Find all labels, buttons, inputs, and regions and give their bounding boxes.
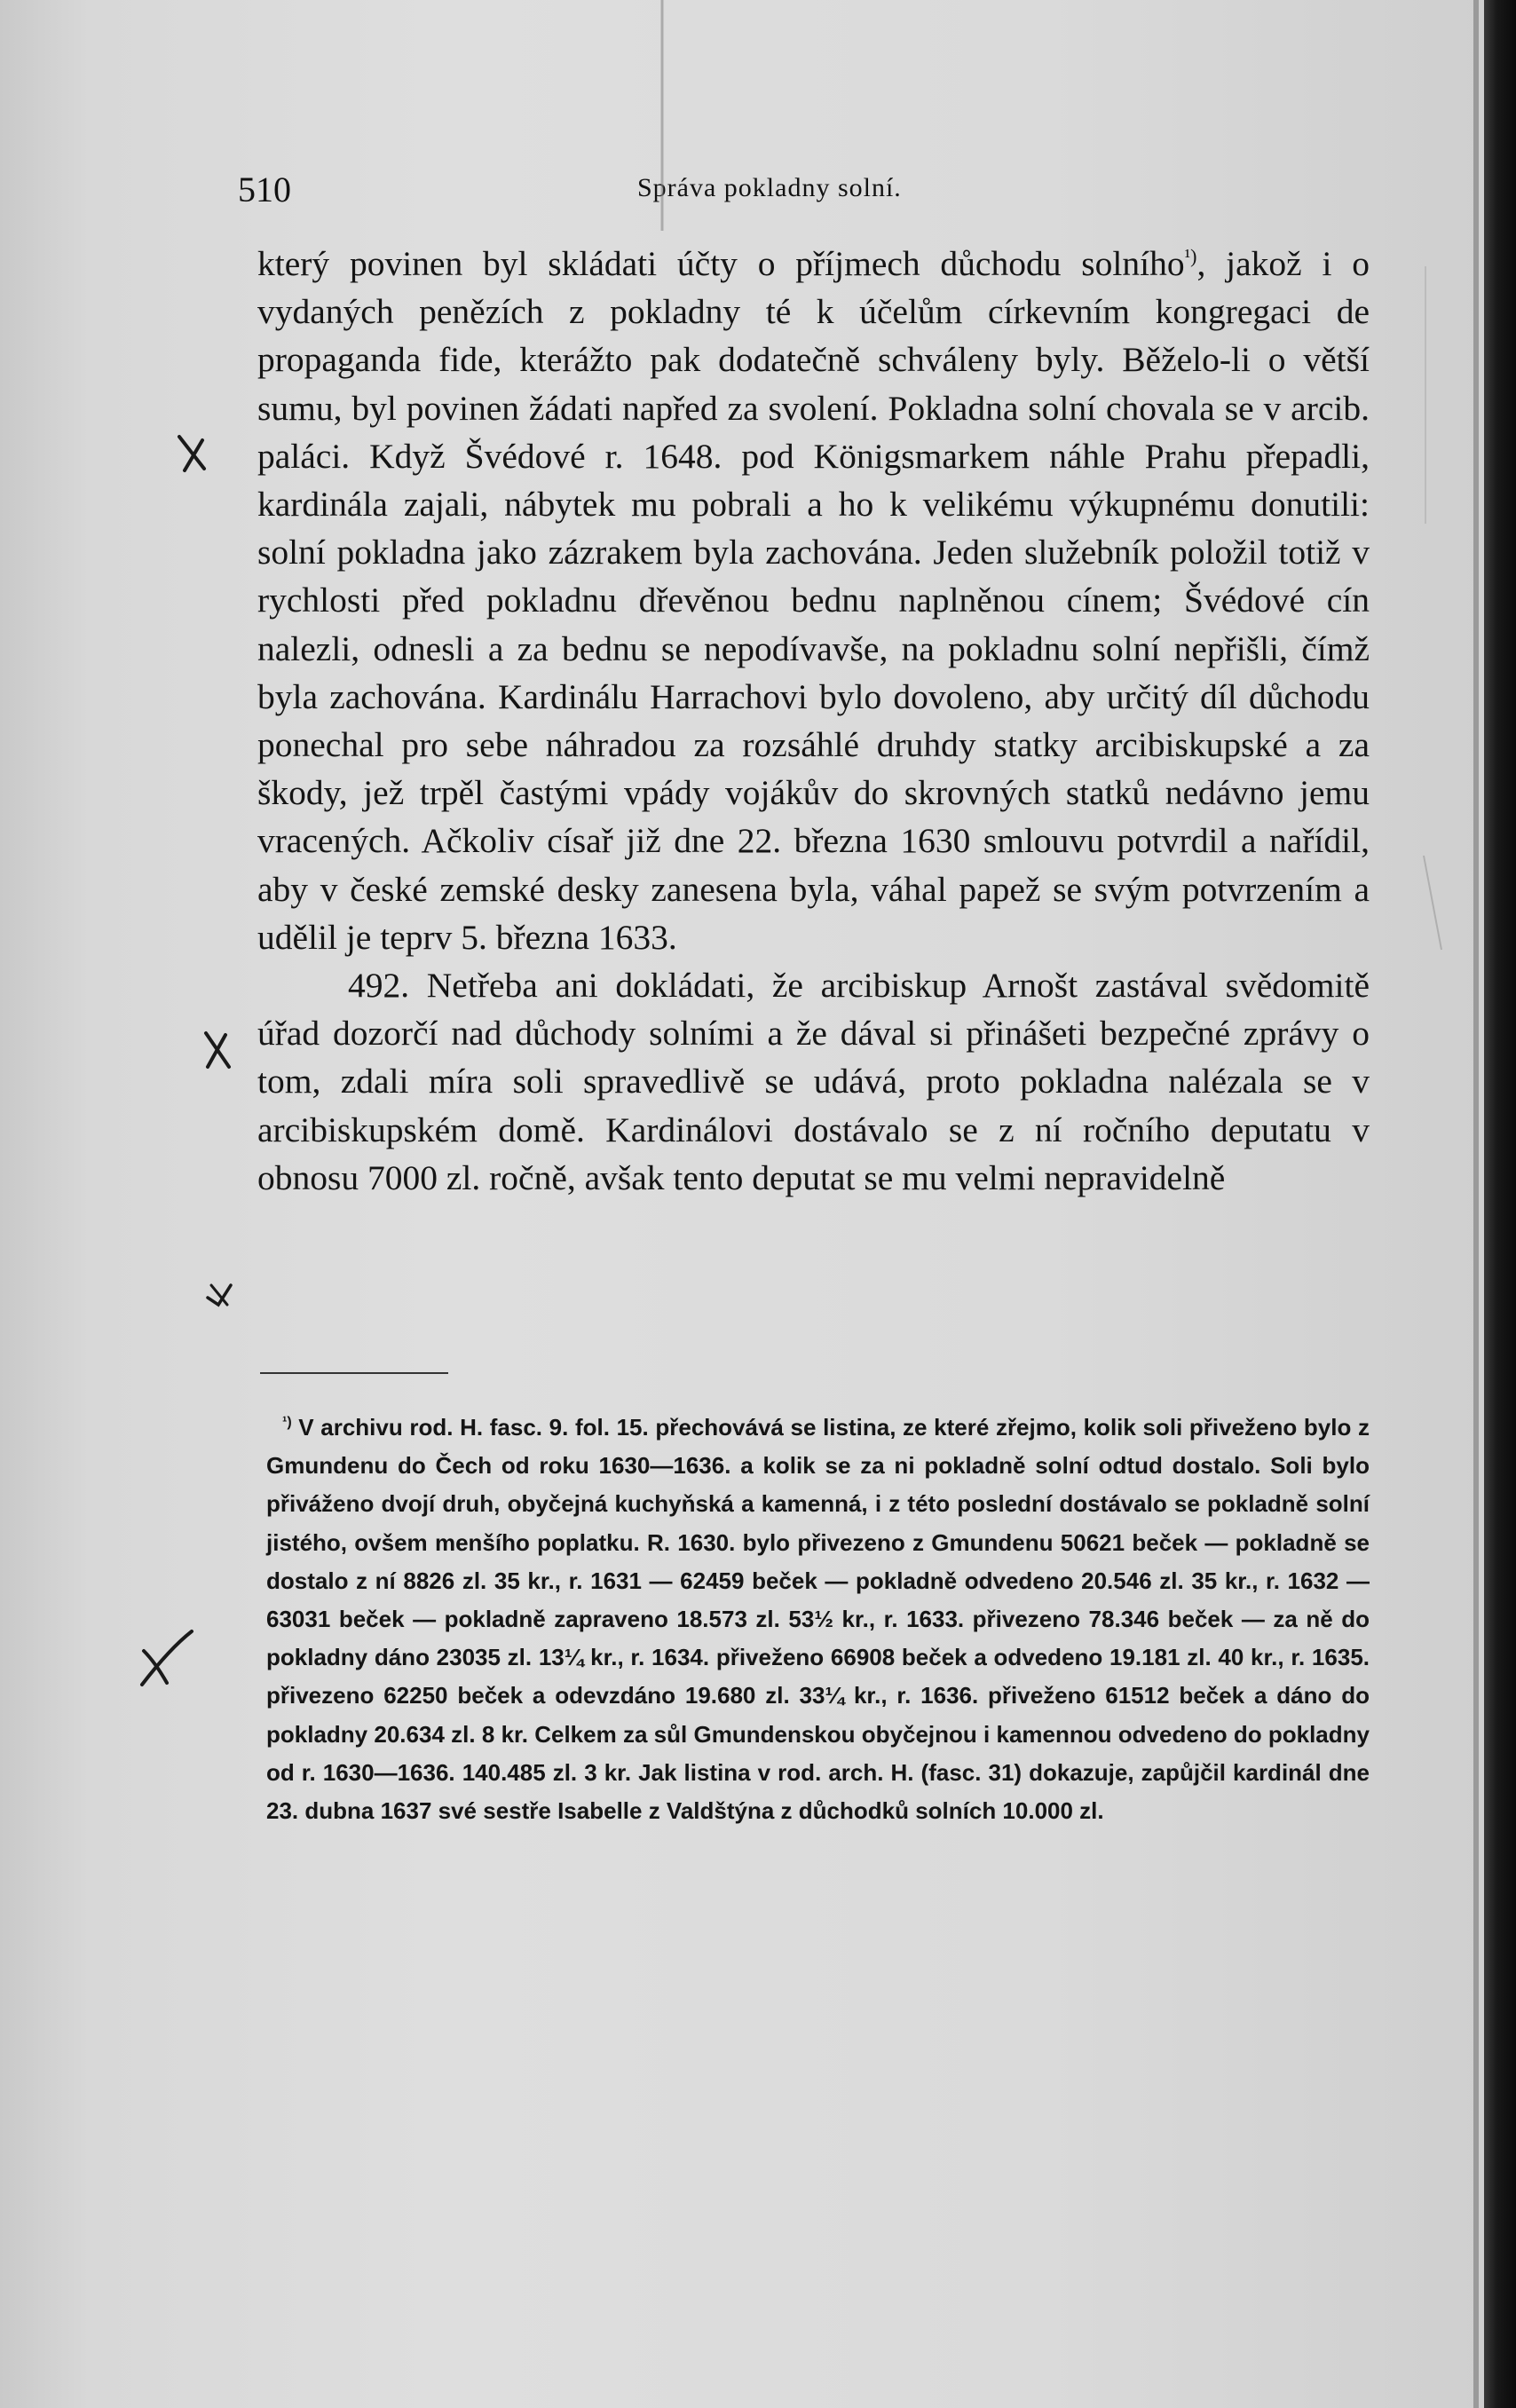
pencil-stroke <box>657 0 667 244</box>
pencil-line-icon <box>657 0 667 240</box>
paragraph-1-start: který povinen byl skládati účty o příjmech důchodu solního <box>257 244 1185 283</box>
footnote-reference: ¹) <box>1184 245 1197 267</box>
cross-mark-icon <box>174 431 209 476</box>
footnote-text: V archivu rod. H. fasc. 9. fol. 15. přechovává se listina, ze které zřejmo, kolik soli přiveženo bylo z Gmundenu do Čech od roku 1630—1636. a kolik se za ni pokladně solní odtud dostalo. Soli bylo přiváženo dvojí druh, obyčejná kuchyňská a kamenná, i z této poslední dostávalo se pokladně solní jistého, ovšem menšího poplatku. R. 1630. bylo přivezeno z Gmundenu 50621 beček — pokladně se dostalo z ní 8826 zl. 35 kr., r. 1631 — 62459 beček — pokladně odvedeno 20.546 zl. 35 kr., r. 1632 — 63031 beček — pokladně zapraveno 18.573 zl. 53½ kr., r. 1633. přivezeno 78.346 beček — za ně do pokladny dáno 23035 zl. 13¼ kr., r. 1634. přiveženo 66908 beček a odvedeno 19.181 zl. 40 kr., r. 1635. přivezeno 62250 beček a odevzdáno 19.680 zl. 33¼ kr., r. 1636. přiveženo 61512 beček a dáno do pokladny 20.634 zl. 8 kr. Celkem za sůl Gmundenskou obyčejnou i kamennou odvedeno do pokladny od r. 1630—1636. 140.485 zl. 3 kr. Jak listina v rod. arch. H. (fasc. 31) dokazuje, zapůjčil kardinál dne 23. dubna 1637 své sestře Isabelle z Valdštýna z důchodků solních 10.000 zl. <box>266 1414 1370 1825</box>
margin-x-mark-3 <box>133 1626 197 1690</box>
page-edge-line <box>1473 0 1479 2408</box>
pencil-line-icon <box>1420 852 1447 959</box>
footnote-marker: ¹) <box>282 1415 292 1430</box>
pencil-stroke <box>1420 852 1447 963</box>
margin-check-mark <box>204 1278 236 1310</box>
paragraph-1-rest: , jakož i o vydaných penězích z pokladny té k účelům církevním kongregaci de propaganda fide, kterážto pak dodatečně schváleny byly. Běželo-li o větší sumu, byl povinen žádati napřed za svolení. Pokladna solní chovala se v arcib. paláci. Když Švédové r. 1648. pod Königsmarkem náhle Prahu přepadli, kardinála zajali, nábytek mu pobrali a ho k velikému výkupnému donutili: solní pokladna jako zázrakem byla zachována. Jeden služebník položil totiž v rychlosti před pokladnu dřevěnou bednu naplněnou cínem; Švédové cín nalezli, odnesli a za bednu se nepodívavše, na pokladnu solní nepřišli, čímž byla zachována. Kardinálu Harrachovi bylo dovoleno, aby určitý díl důchodu ponechal pro sebe náhradou za rozsáhlé druhdy statky arcibiskupské a za škody, jež trpěl častými vpády vojákův do skrovných statků nedávno jemu vracených. Ačkoliv císař již dne 22. března 1630 smlouvu potvrdil a nařídil, aby v české zemské desky zanesena byla, váhal papež se svým potvrzením a udělil je teprv 5. března 1633. <box>257 244 1370 957</box>
cross-mark-icon <box>133 1626 197 1690</box>
pencil-line-icon <box>1417 266 1434 533</box>
paragraph-1 <box>257 240 1370 961</box>
margin-x-mark-1 <box>174 431 209 476</box>
margin-x-mark-2 <box>199 1030 234 1070</box>
running-head: Správa pokladny solní. <box>637 173 902 202</box>
pencil-stroke <box>1417 266 1434 537</box>
footnote-divider <box>260 1372 448 1374</box>
scan-dark-edge <box>1484 0 1516 2408</box>
page-number: 510 <box>238 170 291 209</box>
cross-mark-icon <box>199 1030 234 1070</box>
paragraph-2: 492. Netřeba ani dokládati, že arcibiskup Arnošt zastával svědomitě úřad dozorčí nad důchody solními a že dával si přinášeti bezpečné zprávy o tom, zdali míra soli spravedlivě se udává, proto pokladna nalézala se v arcibiskupském domě. Kardinálovi dostávalo se z ní ročního deputatu v obnosu 7000 zl. ročně, avšak tento deputat se mu velmi nepravidelně <box>257 966 1370 1197</box>
tick-mark-icon <box>204 1278 236 1310</box>
main-text <box>257 240 1370 1202</box>
page-header <box>238 169 1369 213</box>
footnote <box>266 1409 1370 1830</box>
